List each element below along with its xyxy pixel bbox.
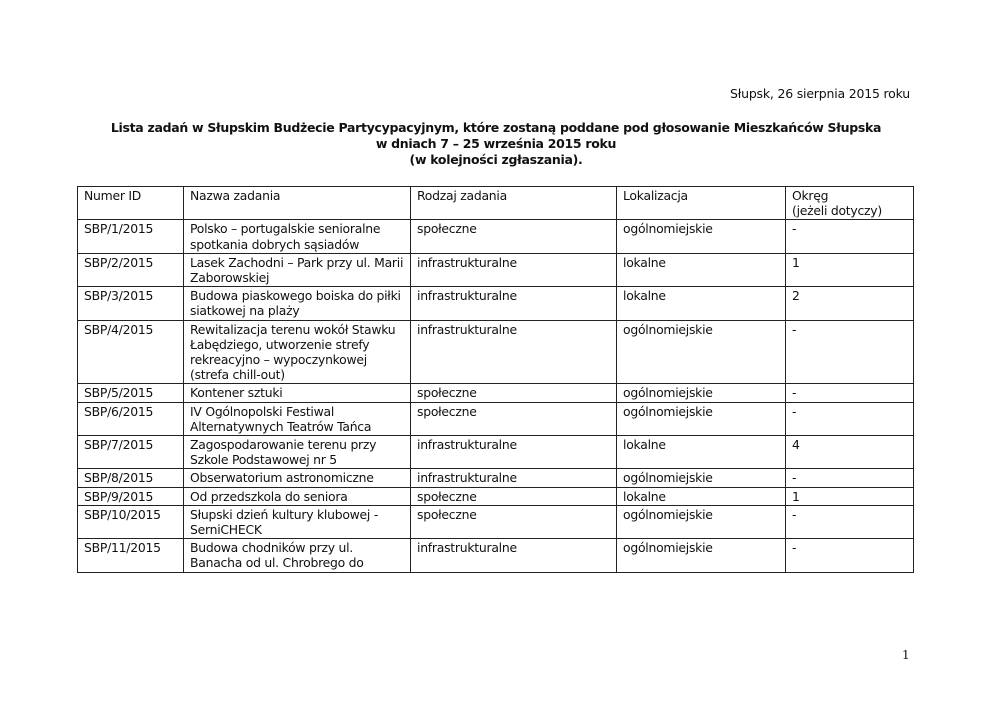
header-cell-id: Numer ID [78,187,184,220]
task-district-cell: - [786,539,914,572]
table-row [78,469,914,487]
task-id-cell: SBP/11/2015 [78,539,184,572]
task-district-cell: 2 [786,287,914,320]
task-id-cell: SBP/1/2015 [78,220,184,253]
task-id-cell: SBP/2/2015 [78,253,184,286]
page-number: 1 [902,648,910,662]
table-row [78,253,914,286]
table-row [78,505,914,538]
task-id-cell: SBP/10/2015 [78,505,184,538]
table-row [78,220,914,253]
task-district-cell: - [786,402,914,435]
header-cell-name: Nazwa zadania [184,187,411,220]
task-location-cell: ogólnomiejskie [617,384,786,402]
task-district-cell: - [786,505,914,538]
task-district-cell: - [786,320,914,384]
task-name-cell: Rewitalizacja terenu wokół Stawku Łabędziego, utworzenie strefy rekreacyjno – wypoczynkowej (strefa chill-out) [184,320,411,384]
task-id-cell: SBP/7/2015 [78,436,184,469]
task-id-cell: SBP/6/2015 [78,402,184,435]
table-row [78,539,914,572]
task-location-cell: ogólnomiejskie [617,469,786,487]
task-location-cell: lokalne [617,436,786,469]
task-type-cell: społeczne [411,384,617,402]
document-title [80,120,912,168]
task-district-cell: 4 [786,436,914,469]
header-cell-type: Rodzaj zadania [411,187,617,220]
task-id-cell: SBP/3/2015 [78,287,184,320]
task-location-cell: ogólnomiejskie [617,402,786,435]
task-name-cell: Lasek Zachodni – Park przy ul. Marii Zaborowskiej [184,253,411,286]
table-row [78,320,914,384]
table-row [78,402,914,435]
task-location-cell: ogólnomiejskie [617,220,786,253]
table-header-row [78,187,914,220]
task-name-cell: Polsko – portugalskie senioralne spotkania dobrych sąsiadów [184,220,411,253]
task-type-cell: infrastrukturalne [411,287,617,320]
task-id-cell: SBP/9/2015 [78,487,184,505]
title-line-3: (w kolejności zgłaszania). [409,152,583,167]
task-type-cell: infrastrukturalne [411,436,617,469]
task-name-cell: IV Ogólnopolski Festiwal Alternatywnych Teatrów Tańca [184,402,411,435]
task-name-cell: Zagospodarowanie terenu przy Szkole Podstawowej nr 5 [184,436,411,469]
task-name-cell: Kontener sztuki [184,384,411,402]
task-name-cell: Budowa chodników przy ul. Banacha od ul. Chrobrego do [184,539,411,572]
table-row [78,487,914,505]
task-district-cell: 1 [786,487,914,505]
task-name-cell: Obserwatorium astronomiczne [184,469,411,487]
task-location-cell: ogólnomiejskie [617,320,786,384]
task-district-cell: - [786,469,914,487]
task-id-cell: SBP/5/2015 [78,384,184,402]
task-type-cell: infrastrukturalne [411,539,617,572]
tasks-table [77,186,914,573]
task-district-cell: 1 [786,253,914,286]
table-row [78,384,914,402]
task-name-cell: Budowa piaskowego boiska do piłki siatkowej na plaży [184,287,411,320]
document-date: Słupsk, 26 sierpnia 2015 roku [730,86,910,101]
task-type-cell: infrastrukturalne [411,253,617,286]
task-location-cell: lokalne [617,487,786,505]
header-cell-location: Lokalizacja [617,187,786,220]
task-location-cell: lokalne [617,253,786,286]
task-type-cell: infrastrukturalne [411,320,617,384]
task-district-cell: - [786,384,914,402]
title-line-2: w dniach 7 – 25 września 2015 roku [375,136,617,151]
task-type-cell: społeczne [411,220,617,253]
task-location-cell: ogólnomiejskie [617,505,786,538]
task-name-cell: Słupski dzień kultury klubowej - SerniCHECK [184,505,411,538]
table-row [78,436,914,469]
task-type-cell: społeczne [411,402,617,435]
task-location-cell: ogólnomiejskie [617,539,786,572]
table-row [78,287,914,320]
task-id-cell: SBP/8/2015 [78,469,184,487]
task-id-cell: SBP/4/2015 [78,320,184,384]
task-district-cell: - [786,220,914,253]
task-type-cell: społeczne [411,487,617,505]
task-name-cell: Od przedszkola do seniora [184,487,411,505]
task-location-cell: lokalne [617,287,786,320]
task-type-cell: społeczne [411,505,617,538]
title-line-1: Lista zadań w Słupskim Budżecie Partycypacyjnym, które zostaną poddane pod głosowanie Mieszkańców Słupska [110,120,882,135]
header-cell-district: Okręg (jeżeli dotyczy) [786,187,914,220]
task-type-cell: infrastrukturalne [411,469,617,487]
